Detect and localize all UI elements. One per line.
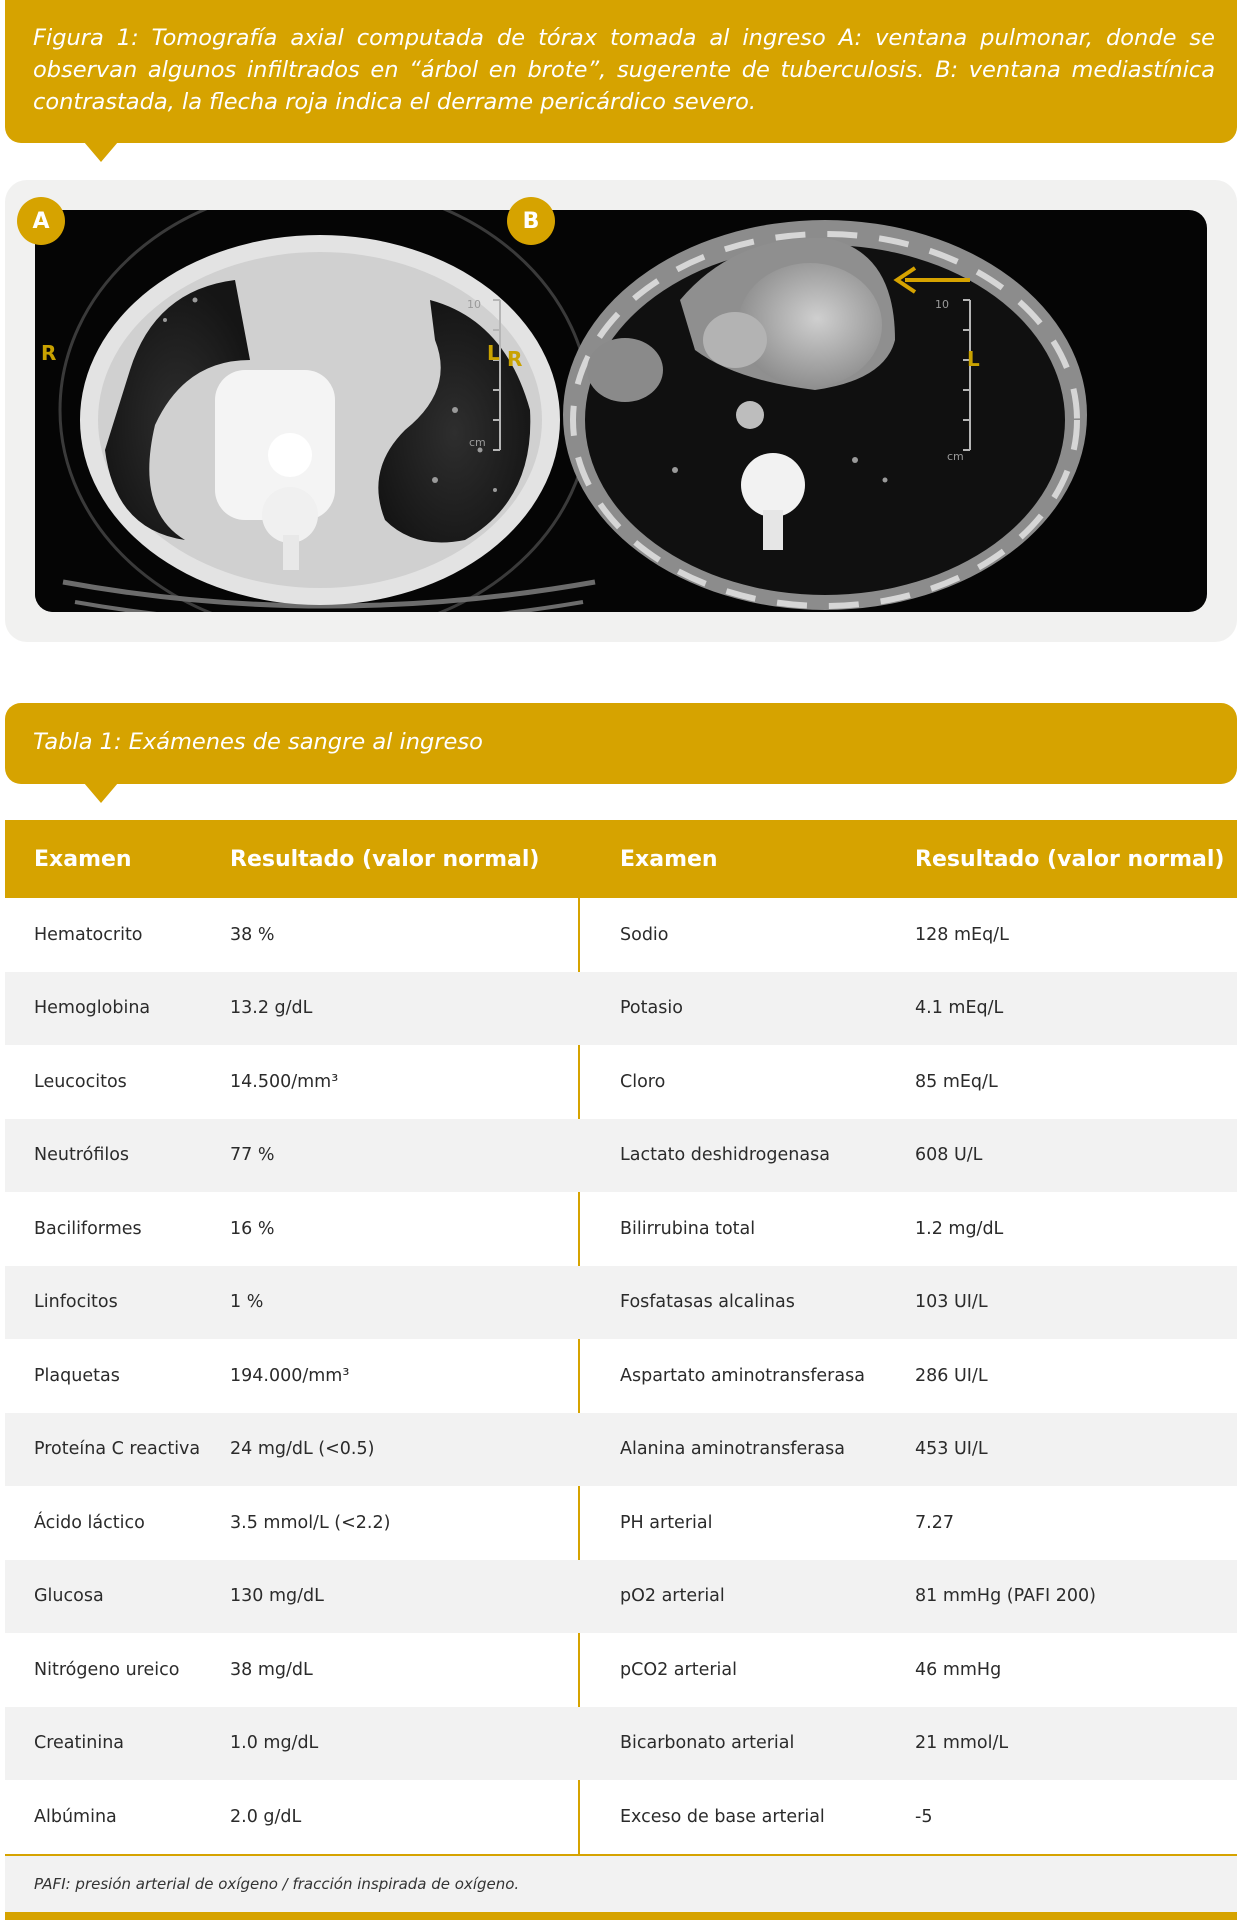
table-row	[5, 1119, 1237, 1193]
caption-pointer	[84, 142, 118, 162]
image-b-side-left: R	[507, 347, 523, 371]
cell-exam-left: Baciliformes	[34, 1218, 142, 1239]
table-row	[5, 1266, 1237, 1340]
cell-exam-left: Glucosa	[34, 1586, 104, 1607]
cell-result-left: 194.000/mm³	[230, 1365, 350, 1386]
ct-images	[35, 210, 1207, 612]
cell-exam-left: Nitrógeno ureico	[34, 1659, 180, 1680]
table-header-row	[5, 820, 1237, 898]
cell-result-right: 453 UI/L	[915, 1439, 988, 1460]
cell-exam-left: Ácido láctico	[34, 1512, 145, 1533]
cell-result-right: -5	[915, 1806, 933, 1827]
cell-result-left: 13.2 g/dL	[230, 998, 313, 1019]
cell-exam-left: Neutrófilos	[34, 1145, 130, 1166]
table-row	[5, 1560, 1237, 1634]
table-title-box	[5, 703, 1237, 784]
cell-exam-right: Sodio	[620, 924, 669, 945]
table-row	[5, 1413, 1237, 1487]
header-result-right: Resultado (valor normal)	[915, 846, 1225, 872]
cell-result-right: 608 U/L	[915, 1145, 983, 1166]
table-row	[5, 898, 1237, 972]
cell-result-left: 1.0 mg/dL	[230, 1733, 319, 1754]
table-row	[5, 1780, 1237, 1854]
figure-caption: Figura 1: Tomografía axial computada de tórax tomada al ingreso A: ventana pulmonar, donde se observan algunos infiltrados en “árbol en brote”, sugerente de tuberculosis. B: ventana mediastínica contrastada, la flecha roja indica el derrame pericárdico severo.	[33, 25, 1215, 115]
cell-result-left: 130 mg/dL	[230, 1586, 324, 1607]
ct-scan-illustration	[35, 210, 1207, 612]
cell-result-left: 3.5 mmol/L (<2.2)	[230, 1512, 391, 1533]
cell-result-left: 77 %	[230, 1145, 275, 1166]
cell-exam-right: pCO2 arterial	[620, 1659, 737, 1680]
cell-exam-right: PH arterial	[620, 1512, 713, 1533]
cell-result-left: 1 %	[230, 1292, 264, 1313]
cell-result-left: 38 %	[230, 924, 275, 945]
cell-result-left: 38 mg/dL	[230, 1659, 313, 1680]
cell-exam-left: Albúmina	[34, 1806, 117, 1827]
cell-result-left: 2.0 g/dL	[230, 1806, 302, 1827]
cell-exam-right: Bicarbonato arterial	[620, 1733, 795, 1754]
table-row	[5, 1707, 1237, 1781]
panel-a-badge: A	[17, 197, 65, 245]
cell-result-right: 128 mEq/L	[915, 924, 1009, 945]
ct-image-a	[35, 210, 621, 612]
cell-result-left: 24 mg/dL (<0.5)	[230, 1439, 375, 1460]
lab-results-table	[5, 820, 1237, 1920]
cell-exam-right: Aspartato aminotransferasa	[620, 1365, 865, 1386]
cell-result-right: 7.27	[915, 1512, 954, 1533]
image-b-side-right: L	[967, 347, 980, 371]
cell-exam-left: Plaquetas	[34, 1365, 120, 1386]
header-result-left: Resultado (valor normal)	[230, 846, 540, 872]
scale-unit-a: cm	[469, 436, 486, 449]
scale-unit-b: cm	[947, 450, 964, 463]
table-title: Tabla 1: Exámenes de sangre al ingreso	[33, 729, 483, 755]
table-body	[5, 898, 1237, 1854]
cell-exam-right: Bilirrubina total	[620, 1218, 756, 1239]
table-row	[5, 1192, 1237, 1266]
image-a-side-left: R	[41, 341, 57, 365]
cell-exam-left: Linfocitos	[34, 1292, 118, 1313]
table-final-bar	[5, 1912, 1237, 1920]
table-title-pointer	[84, 783, 118, 803]
cell-result-right: 21 mmol/L	[915, 1733, 1009, 1754]
table-row	[5, 1045, 1237, 1119]
cell-result-right: 286 UI/L	[915, 1365, 988, 1386]
table-row	[5, 972, 1237, 1046]
cell-exam-right: Exceso de base arterial	[620, 1806, 825, 1827]
cell-result-right: 46 mmHg	[915, 1659, 1002, 1680]
table-footnote: PAFI: presión arterial de oxígeno / fracción inspirada de oxígeno.	[34, 1874, 520, 1893]
table-row	[5, 1633, 1237, 1707]
cell-result-right: 81 mmHg (PAFI 200)	[915, 1586, 1097, 1607]
table-row	[5, 1339, 1237, 1413]
cell-exam-right: pO2 arterial	[620, 1586, 725, 1607]
table-row	[5, 1486, 1237, 1560]
cell-result-right: 4.1 mEq/L	[915, 998, 1004, 1019]
cell-exam-right: Lactato deshidrogenasa	[620, 1145, 830, 1166]
table-footnote-row	[5, 1856, 1237, 1912]
cell-result-right: 103 UI/L	[915, 1292, 988, 1313]
cell-exam-left: Hematocrito	[34, 924, 143, 945]
cell-exam-left: Leucocitos	[34, 1071, 127, 1092]
cell-result-right: 1.2 mg/dL	[915, 1218, 1004, 1239]
cell-exam-right: Alanina aminotransferasa	[620, 1439, 845, 1460]
panel-b-badge: B	[507, 197, 555, 245]
cell-result-right: 85 mEq/L	[915, 1071, 998, 1092]
cell-exam-right: Fosfatasas alcalinas	[620, 1292, 795, 1313]
header-exam-right: Examen	[620, 846, 718, 872]
cell-exam-left: Creatinina	[34, 1733, 125, 1754]
cell-exam-left: Hemoglobina	[34, 998, 151, 1019]
cell-result-left: 16 %	[230, 1218, 275, 1239]
scale-number-b: 10	[935, 298, 949, 311]
header-exam-left: Examen	[34, 846, 132, 872]
cell-result-left: 14.500/mm³	[230, 1071, 339, 1092]
cell-exam-right: Potasio	[620, 998, 683, 1019]
figure-caption-box	[5, 0, 1237, 143]
cell-exam-right: Cloro	[620, 1071, 666, 1092]
cell-exam-left: Proteína C reactiva	[34, 1439, 201, 1460]
scale-number-a: 10	[467, 298, 481, 311]
image-a-side-right: L	[487, 341, 500, 365]
